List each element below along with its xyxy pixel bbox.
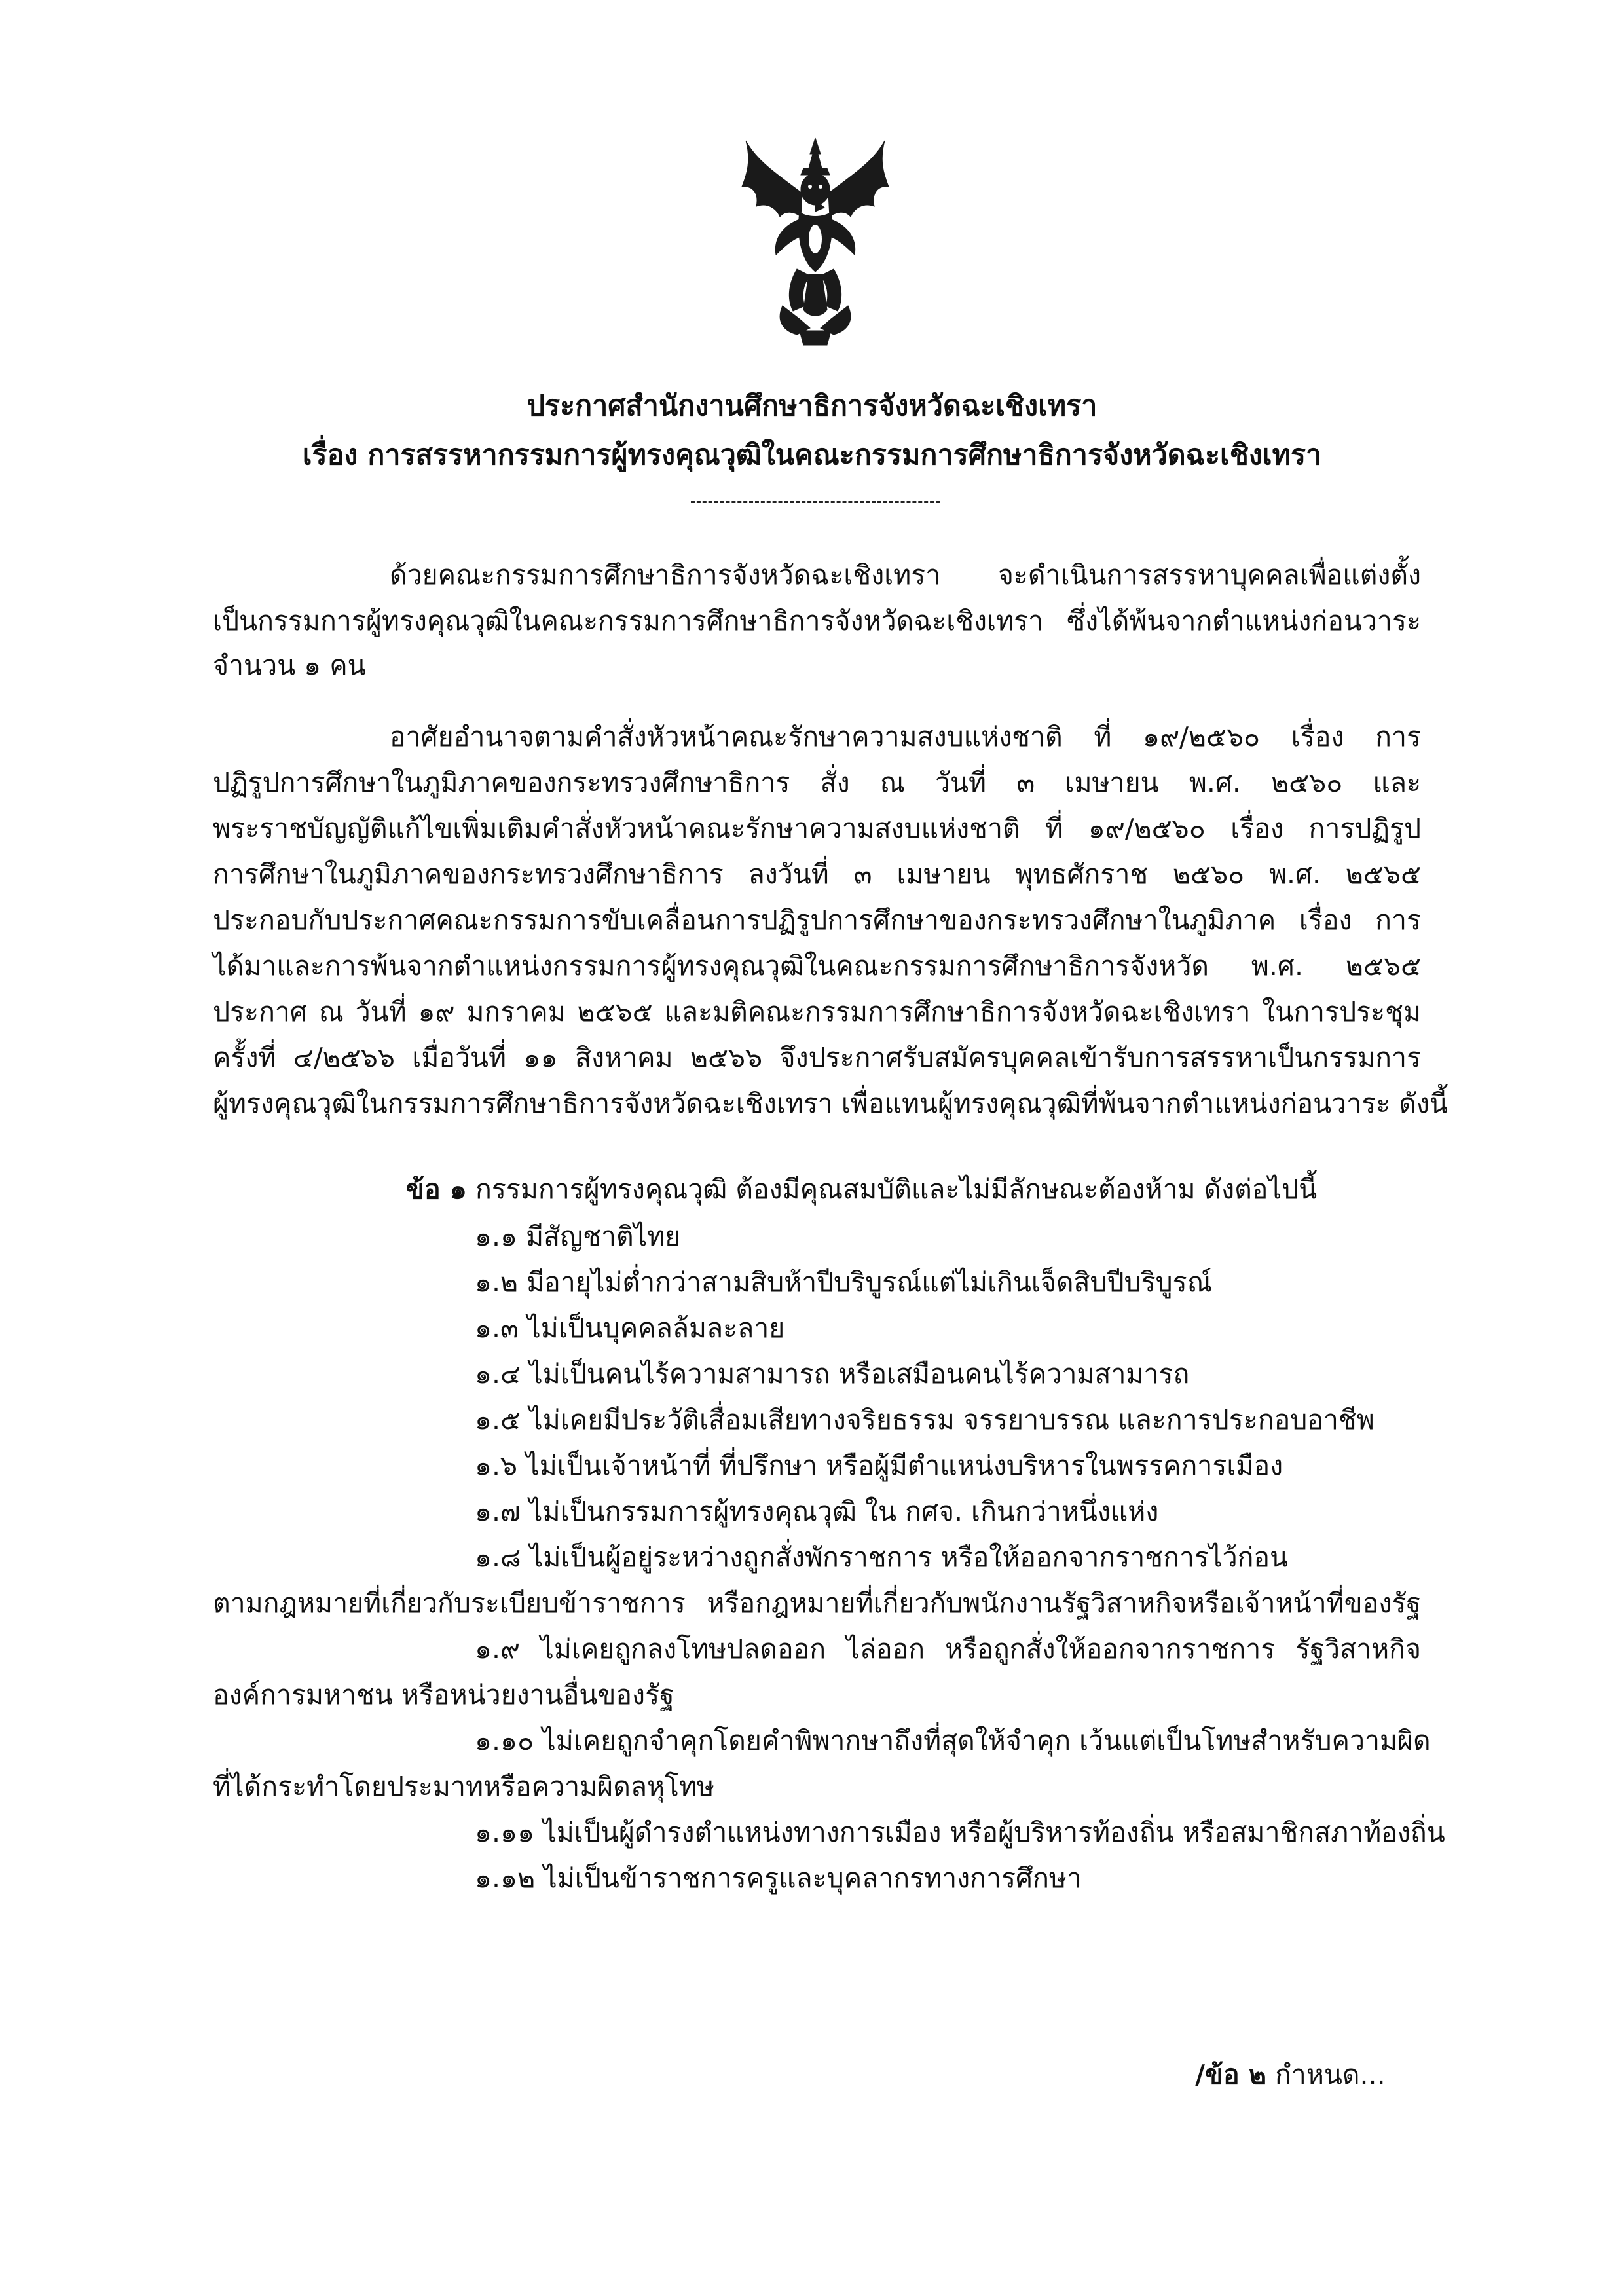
clause1-item-5: ๑.๕ ไม่เคยมีประวัติเสื่อมเสียทางจริยธรรม จรรยาบรรณ และการประกอบอาชีพ [475,1404,1375,1435]
clause1-line [406,1171,1317,1208]
para2-line-2: ปฏิรูปการศึกษาในภูมิภาคของกระทรวงศึกษาธิการ สั่ง ณ วันที่ ๓ เมษายน พ.ศ. ๒๕๖๐ และ [213,767,1421,798]
title-divider [691,501,940,503]
para2-line-5: ประกอบกับประกาศคณะกรรมการขับเคลื่อนการปฏิรูปการศึกษาของกระทรวงศึกษาในภูมิภาค เรื่อง การ [213,904,1421,936]
clause1-label: ข้อ ๑ [406,1174,467,1205]
clause1-item-6: ๑.๖ ไม่เป็นเจ้าหน้าที่ ที่ปรึกษา หรือผู้มีตำแหน่งบริหารในพรรคการเมือง [475,1450,1283,1481]
clause1-item-10: ๑.๑๐ ไม่เคยถูกจำคุกโดยคำพิพากษาถึงที่สุดให้จำคุก เว้นแต่เป็นโทษสำหรับความผิด [475,1725,1431,1756]
continuation-label: /ข้อ ๒ [1195,2059,1266,2090]
para2-line-3: พระราชบัญญัติแก้ไขเพิ่มเติมคำสั่งหัวหน้าคณะรักษาความสงบแห่งชาติ ที่ ๑๙/๒๕๖๐ เรื่อง การปฏิรูป [213,813,1421,844]
para1-line-1: ด้วยคณะกรรมการศึกษาธิการจังหวัดฉะเชิงเทรา จะดำเนินการสรรหาบุคคลเพื่อแต่งตั้ง [390,559,1421,591]
clause1-item-1: ๑.๑ มีสัญชาติไทย [475,1221,681,1252]
para2-line-4: การศึกษาในภูมิภาคของกระทรวงศึกษาธิการ ลงวันที่ ๓ เมษายน พุทธศักราช ๒๕๖๐ พ.ศ. ๒๕๖๕ [213,859,1421,890]
page-continuation [1195,2056,1386,2093]
clause1-text: กรรมการผู้ทรงคุณวุฒิ ต้องมีคุณสมบัติและไม่มีลักษณะต้องห้าม ดังต่อไปนี้ [475,1174,1318,1205]
clause1-item-12: ๑.๑๒ ไม่เป็นข้าราชการครูและบุคลากรทางการศึกษา [475,1862,1082,1894]
clause1-item-11: ๑.๑๑ ไม่เป็นผู้ดำรงตำแหน่งทางการเมือง หรือผู้บริหารท้องถิ่น หรือสมาชิกสภาท้องถิ่น [475,1817,1445,1848]
para2-line-9: ผู้ทรงคุณวุฒิในกรรมการศึกษาธิการจังหวัดฉะเชิงเทรา เพื่อแทนผู้ทรงคุณวุฒิที่พ้นจากตำแหน่งก่อนวาระ ดังนี้ [213,1088,1448,1119]
clause1-item-7: ๑.๗ ไม่เป็นกรรมการผู้ทรงคุณวุฒิ ใน กศจ. เกินกว่าหนึ่งแห่ง [475,1496,1159,1527]
announcement-subject: เรื่อง การสรรหากรรมการผู้ทรงคุณวุฒิในคณะกรรมการศึกษาธิการจังหวัดฉะเชิงเทรา [302,439,1322,472]
clause1-item-10-cont: ที่ได้กระทำโดยประมาทหรือความผิดลหุโทษ [213,1771,715,1802]
clause1-item-8-cont: ตามกฎหมายที่เกี่ยวกับระเบียบข้าราชการ หรือกฎหมายที่เกี่ยวกับพนักงานรัฐวิสาหกิจหรือเจ้าหน้าที่ของรัฐ [213,1587,1421,1619]
announcement-title: ประกาศสำนักงานศึกษาธิการจังหวัดฉะเชิงเทรา [526,390,1098,422]
para1-line-3: จำนวน ๑ คน [213,650,366,681]
clause1-item-8: ๑.๘ ไม่เป็นผู้อยู่ระหว่างถูกสั่งพักราชการ หรือให้ออกจากราชการไว้ก่อน [475,1542,1289,1573]
continuation-text: กำหนด... [1274,2059,1386,2090]
para2-line-6: ได้มาและการพ้นจากตำแหน่งกรรมการผู้ทรงคุณวุฒิในคณะกรรมการศึกษาธิการจังหวัด พ.ศ. ๒๕๖๕ [213,950,1421,982]
garuda-emblem-icon [737,134,894,350]
para2-line-8: ครั้งที่ ๔/๒๕๖๖ เมื่อวันที่ ๑๑ สิงหาคม ๒๕๖๖ จึงประกาศรับสมัครบุคคลเข้ารับการสรรหาเป็นกรรมการ [213,1042,1421,1073]
para2-line-7: ประกาศ ณ วันที่ ๑๙ มกราคม ๒๕๖๕ และมติคณะกรรมการศึกษาธิการจังหวัดฉะเชิงเทรา ในการประชุม [213,996,1421,1028]
para2-line-1: อาศัยอำนาจตามคำสั่งหัวหน้าคณะรักษาความสงบแห่งชาติ ที่ ๑๙/๒๕๖๐ เรื่อง การ [390,721,1421,752]
clause1-item-3: ๑.๓ ไม่เป็นบุคคลล้มละลาย [475,1312,785,1344]
clause1-item-2: ๑.๒ มีอายุไม่ต่ำกว่าสามสิบห้าปีบริบูรณ์แต่ไม่เกินเจ็ดสิบปีบริบูรณ์ [475,1267,1212,1298]
clause1-item-9: ๑.๙ ไม่เคยถูกลงโทษปลดออก ไล่ออก หรือถูกสั่งให้ออกจากราชการ รัฐวิสาหกิจ [475,1633,1421,1665]
clause1-item-4: ๑.๔ ไม่เป็นคนไร้ความสามารถ หรือเสมือนคนไร้ความสามารถ [475,1358,1190,1390]
para1-line-2: เป็นกรรมการผู้ทรงคุณวุฒิในคณะกรรมการศึกษาธิการจังหวัดฉะเชิงเทรา ซึ่งได้พ้นจากตำแหน่งก่อนวาระ [213,605,1421,637]
clause1-item-9-cont: องค์การมหาชน หรือหน่วยงานอื่นของรัฐ [213,1679,674,1711]
